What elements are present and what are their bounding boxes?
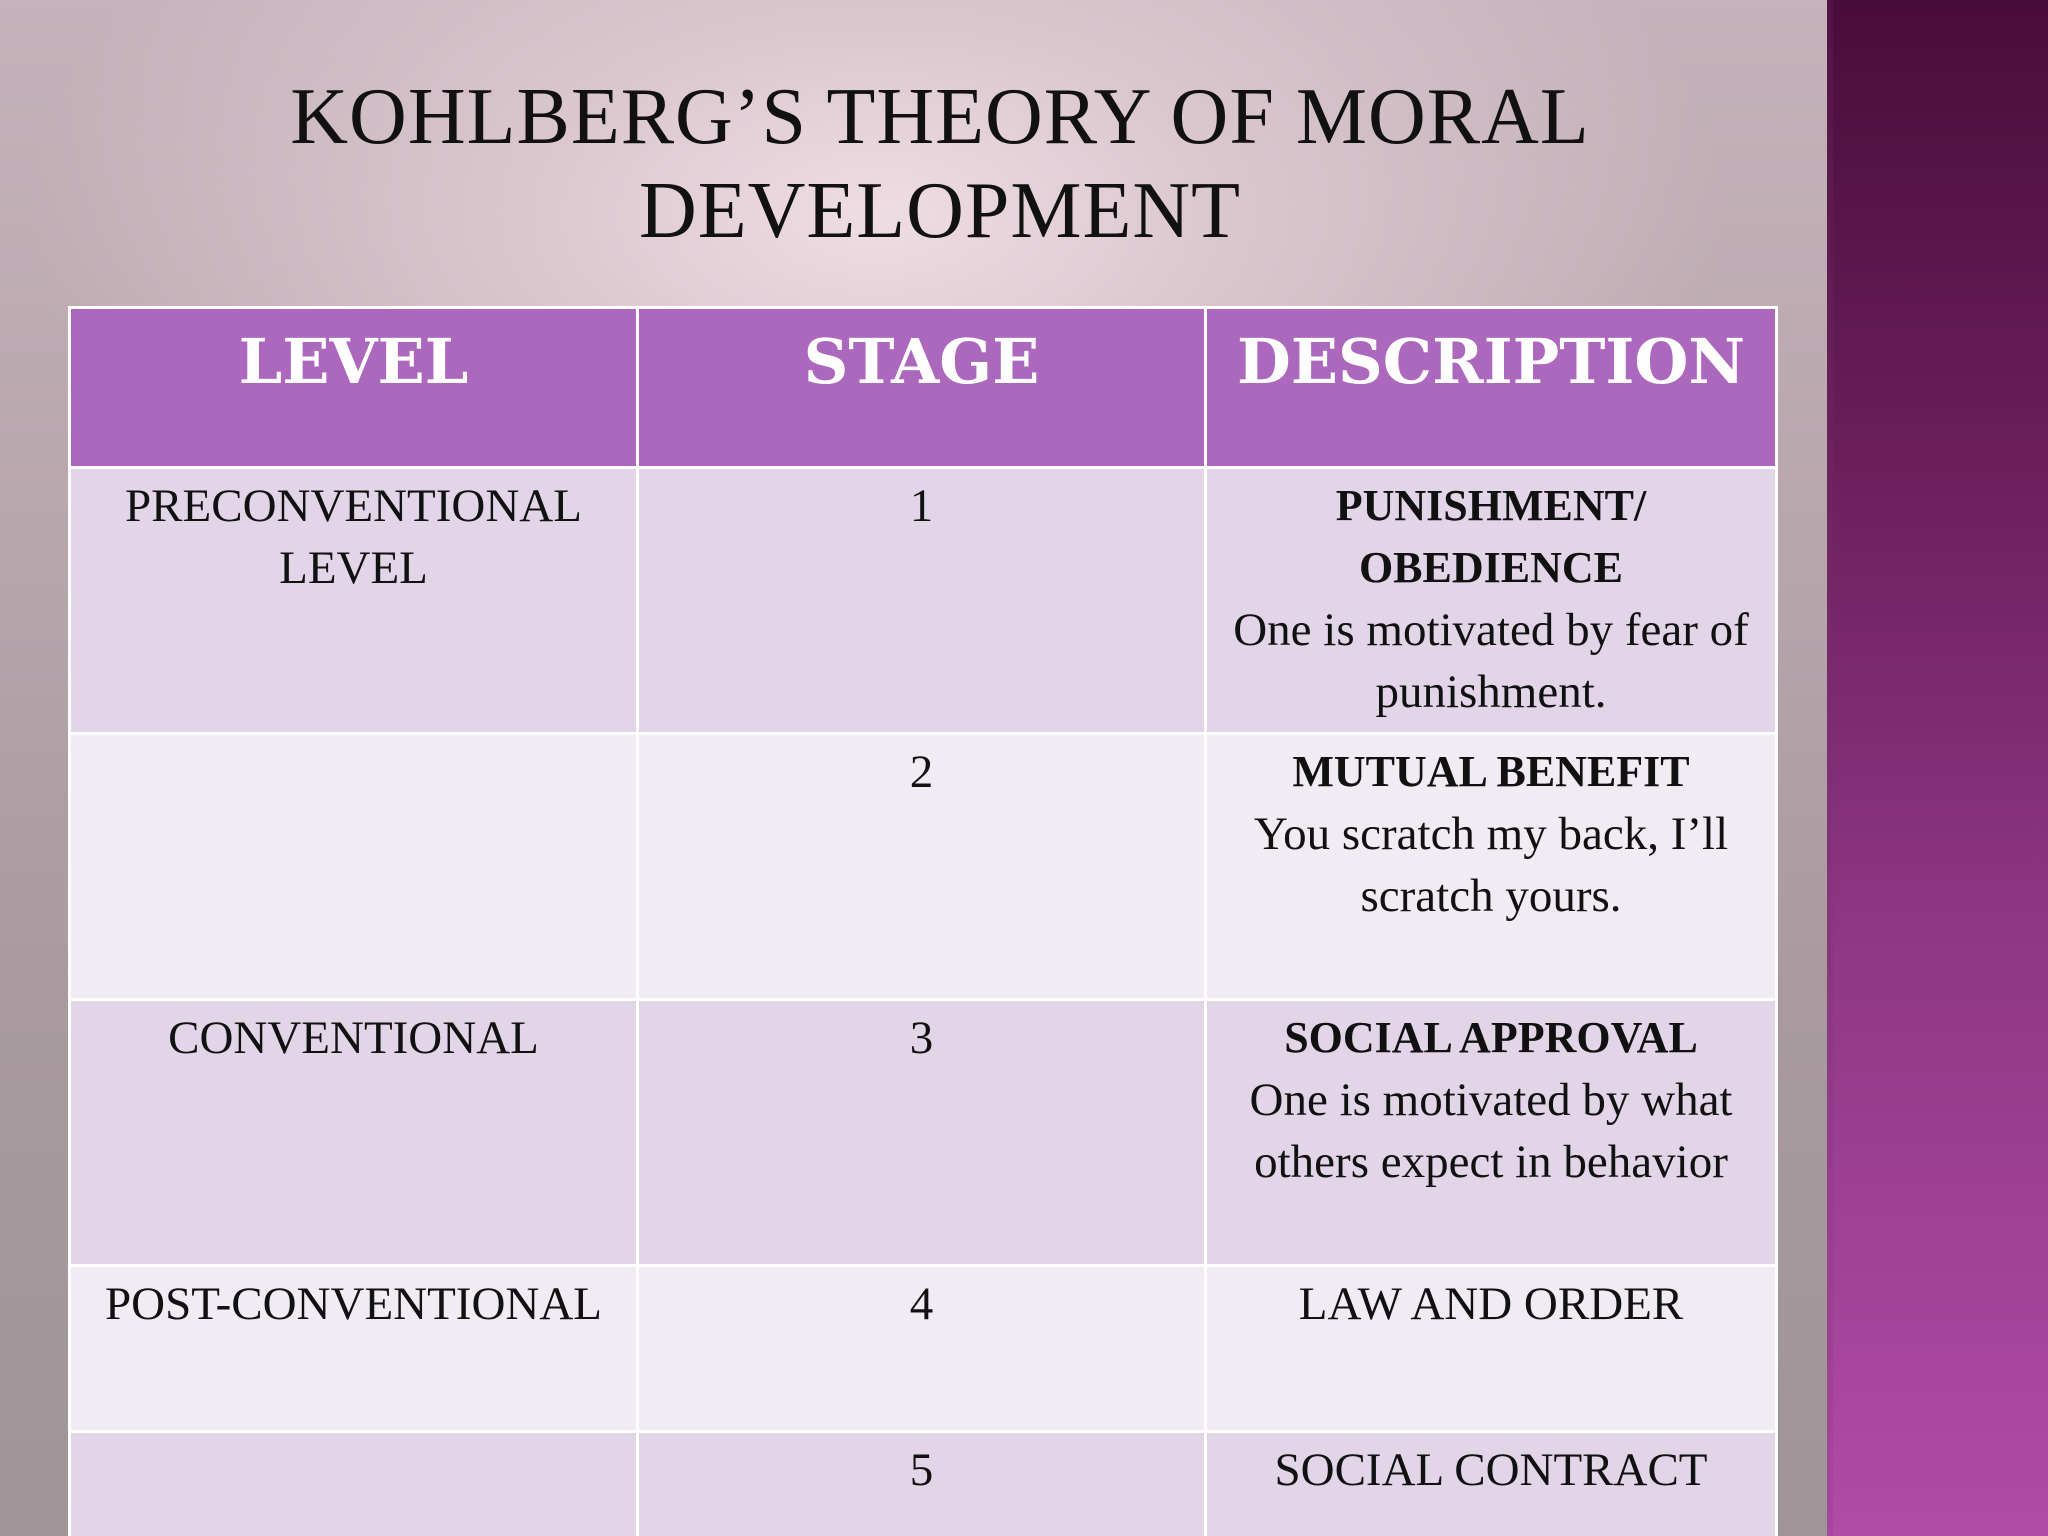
- decorative-side-band: [1827, 0, 2048, 1536]
- stage-cell: 4: [638, 1266, 1206, 1432]
- description-cell: [1206, 1000, 1777, 1266]
- header-description: DESCRIPTION: [1206, 308, 1777, 468]
- table-row: [70, 468, 1777, 734]
- description-title: LAW AND ORDER: [1298, 1278, 1684, 1330]
- description-cell: [1206, 734, 1777, 1000]
- level-cell: CONVENTIONAL: [70, 1000, 638, 1266]
- stage-cell: 5: [638, 1432, 1206, 1536]
- slide-title: KOHLBERG’S THEORY OF MORAL DEVELOPMENT: [290, 73, 1590, 255]
- stage-cell: 1: [638, 468, 1206, 734]
- description-cell: [1206, 1432, 1777, 1536]
- description-title: MUTUAL BENEFIT: [1292, 747, 1690, 796]
- description-title: SOCIAL APPROVAL: [1284, 1013, 1698, 1062]
- table-row: [70, 1000, 1777, 1266]
- description-body: One is motivated by fear of punishment.: [1233, 604, 1749, 718]
- level-cell: POST-CONVENTIONAL: [70, 1266, 638, 1432]
- header-stage: STAGE: [638, 308, 1206, 468]
- kohlberg-table: [68, 306, 1778, 1536]
- description-body: One is motivated by what others expect in behavior: [1249, 1074, 1733, 1188]
- side-band-stripe: [1827, 0, 1833, 1536]
- table-row: [70, 1266, 1777, 1432]
- table-row: [70, 1432, 1777, 1536]
- stage-cell: 3: [638, 1000, 1206, 1266]
- description-title: PUNISHMENT/ OBEDIENCE: [1335, 481, 1647, 592]
- table-row: [70, 734, 1777, 1000]
- description-cell: [1206, 468, 1777, 734]
- level-cell: [70, 1432, 638, 1536]
- description-body: You scratch my back, I’ll scratch yours.: [1253, 808, 1729, 922]
- description-title: SOCIAL CONTRACT: [1274, 1444, 1708, 1496]
- level-cell: PRECONVENTIONAL LEVEL: [70, 468, 638, 734]
- stage-cell: 2: [638, 734, 1206, 1000]
- header-level: LEVEL: [70, 308, 638, 468]
- table-header-row: [70, 308, 1777, 468]
- level-cell: [70, 734, 638, 1000]
- description-cell: [1206, 1266, 1777, 1432]
